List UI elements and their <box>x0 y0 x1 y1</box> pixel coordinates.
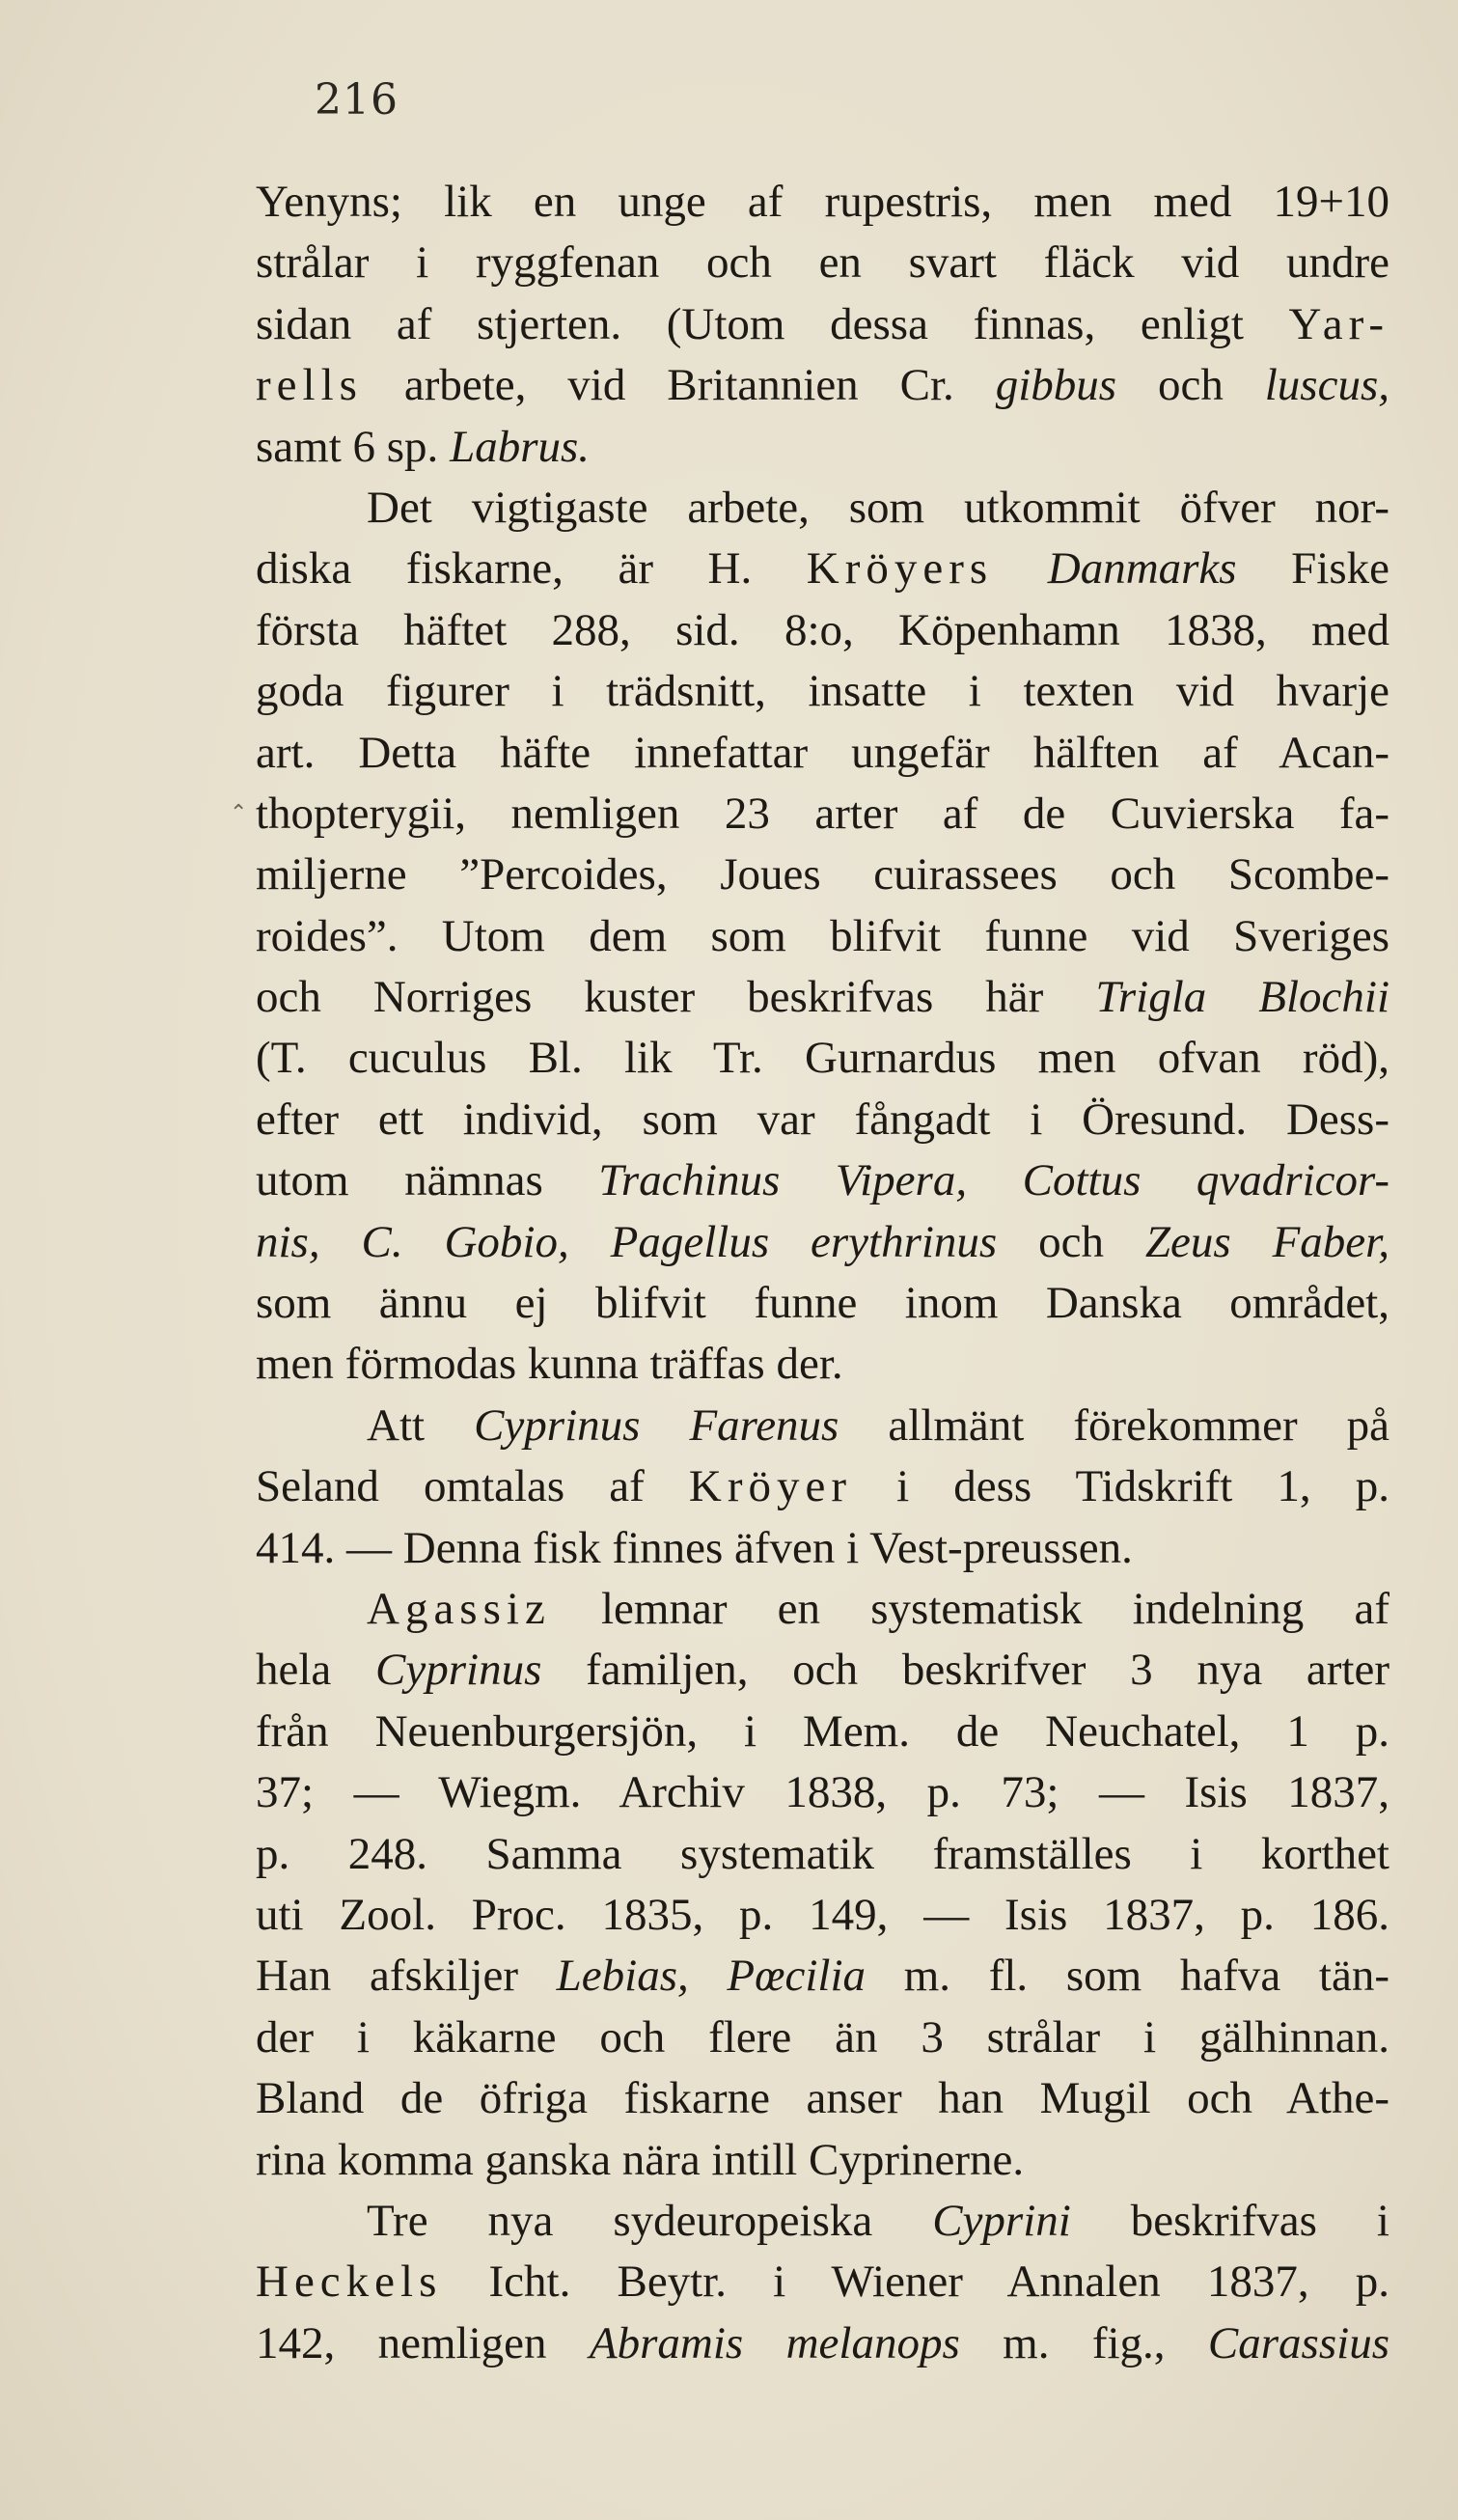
text-run: första häftet 288, sid. 8:o, Köpenhamn 1838, med <box>256 604 1389 655</box>
text-run: sidan af stjerten. (Utom dessa finnas, enligt <box>256 298 1289 349</box>
text-line <box>256 233 1389 293</box>
text-run: som ännu ej blifvit funne inom Danska området, <box>256 1278 1389 1329</box>
text-run: der i käkarne och flere än 3 strålar i gälhinnan. <box>256 2011 1389 2063</box>
text-run: (T. cuculus Bl. lik Tr. Gurnardus men ofvan röd), <box>256 1033 1389 1084</box>
text-run: utom nämnas <box>256 1155 599 1206</box>
text-run: 414. — Denna fisk finnes äfven i Vest-preussen. <box>256 1522 1133 1573</box>
text-run: Tre nya sydeuropeiska <box>367 2195 933 2246</box>
text-run: Seland omtalas af <box>256 1461 689 1512</box>
text-line <box>256 2008 1389 2068</box>
text-run: 37; — Wiegm. Archiv 1838, p. 73; — Isis 1837, <box>256 1767 1389 1818</box>
body-text <box>256 172 1389 2374</box>
text-line <box>256 661 1389 722</box>
text-run: Att <box>367 1399 475 1451</box>
text-line <box>256 723 1389 784</box>
italic-taxon: Cyprinus <box>375 1645 542 1696</box>
text-line <box>256 1762 1389 1823</box>
text-run: men förmodas kunna träffas der. <box>256 1339 843 1390</box>
text-run: Fiske <box>1236 543 1389 595</box>
italic-taxon: Danmarks <box>1047 543 1237 595</box>
text-run: thopterygii, nemligen 23 arter af de Cuvierska fa- <box>256 788 1389 839</box>
italic-taxon: gibbus <box>995 360 1117 411</box>
italic-taxon: Trachinus Vipera, Cottus qvadricor- <box>598 1155 1389 1206</box>
text-run: uti Zool. Proc. 1835, p. 149, — Isis 1837, p. 186. <box>256 1889 1389 1940</box>
margin-mark: ⌃ <box>230 801 248 825</box>
italic-taxon: Labrus. <box>450 421 591 472</box>
text-run: miljerne ”Percoides, Joues cuirassees och Scombe- <box>256 849 1389 900</box>
text-line <box>256 1090 1389 1150</box>
italic-taxon: luscus, <box>1264 360 1389 411</box>
text-line <box>256 1579 1389 1640</box>
text-run: från Neuenburgersjön, i Mem. de Neuchatel, 1 p. <box>256 1705 1389 1757</box>
text-line <box>256 1518 1389 1579</box>
text-line <box>256 478 1389 539</box>
text-run: och Norriges kuster beskrifvas här <box>256 972 1096 1023</box>
text-line <box>256 1212 1389 1273</box>
text-run: p. 248. Samma systematik framställes i korthet <box>256 1828 1389 1879</box>
text-run: samt 6 sp. <box>256 421 451 472</box>
text-line <box>256 784 1389 845</box>
text-line <box>256 2191 1389 2252</box>
text-line <box>256 1396 1389 1456</box>
text-run: roides”. Utom dem som blifvit funne vid Sveriges <box>256 910 1389 961</box>
text-run: m. fig., <box>959 2317 1208 2368</box>
text-run: goda figurer i trädsnitt, insatte i texten vid hvarje <box>256 666 1389 717</box>
text-line <box>256 1273 1389 1334</box>
text-run: hela <box>256 1645 376 1696</box>
text-line <box>256 1640 1389 1701</box>
italic-taxon: Zeus Faber, <box>1144 1216 1389 1267</box>
text-line <box>256 600 1389 661</box>
italic-taxon: Lebias, Pœcilia <box>556 1951 867 2002</box>
text-line <box>256 2130 1389 2191</box>
text-line <box>256 355 1389 416</box>
text-run: och <box>997 1216 1145 1267</box>
text-run: beskrifvas i <box>1070 2195 1389 2246</box>
text-run: Yenyns; lik en unge af rupestris, men med 19+10 <box>256 177 1389 227</box>
text-line <box>256 1334 1389 1395</box>
text-line <box>256 2068 1389 2129</box>
text-line <box>256 1702 1389 1762</box>
text-run: lemnar en systematisk indelning af <box>550 1583 1389 1634</box>
italic-taxon: Trigla Blochii <box>1095 972 1389 1023</box>
text-line <box>256 1885 1389 1946</box>
spaced-name: rells <box>256 360 363 411</box>
text-run: i dess Tidskrift 1, p. <box>852 1461 1389 1512</box>
text-line <box>256 1028 1389 1089</box>
text-run: familjen, och beskrifver 3 nya arter <box>541 1645 1389 1696</box>
text-line <box>256 1824 1389 1885</box>
text-run: m. fl. som hafva tän- <box>866 1951 1389 2002</box>
italic-taxon: nis, C. Gobio, Pagellus erythrinus <box>256 1216 998 1267</box>
text-run: och <box>1116 360 1265 411</box>
italic-taxon: Cyprini <box>932 2195 1071 2246</box>
italic-taxon: Cyprinus Farenus <box>474 1399 839 1451</box>
spaced-name: Kröyer <box>688 1461 853 1512</box>
text-line <box>256 845 1389 905</box>
text-line <box>256 417 1389 478</box>
text-line <box>256 172 1389 233</box>
text-run: arbete, vid Britannien Cr. <box>362 360 996 411</box>
text-run: Icht. Beytr. i Wiener Annalen 1837, p. <box>442 2257 1389 2308</box>
text-run: Det vigtigaste arbete, som utkommit öfver nor- <box>367 482 1389 533</box>
text-run: Han afskiljer <box>256 1951 557 2002</box>
text-run: efter ett individ, som var fångadt i Öresund. Dess- <box>256 1094 1389 1145</box>
italic-taxon: Abramis melanops <box>589 2317 960 2368</box>
text-run: diska fiskarne, är H. <box>256 543 807 595</box>
spaced-name: Yar- <box>1288 298 1389 349</box>
text-line <box>256 967 1389 1028</box>
text-run: art. Detta häfte innefattar ungefär hälften af Acan- <box>256 727 1389 778</box>
page-number: 216 <box>315 75 399 125</box>
text-line <box>256 1946 1389 2007</box>
text-line <box>256 294 1389 355</box>
text-run: Bland de öfriga fiskarne anser han Mugil och Athe- <box>256 2073 1389 2124</box>
spaced-name: Heckels <box>256 2257 443 2308</box>
text-line <box>256 2252 1389 2312</box>
text-run: strålar i ryggfenan och en svart fläck vid undre <box>256 237 1389 289</box>
spaced-name: Kröyers <box>806 543 994 595</box>
italic-taxon: Carassius <box>1207 2317 1389 2368</box>
text-run <box>993 543 1048 594</box>
spaced-name: Agassiz <box>367 1583 551 1634</box>
text-line <box>256 1456 1389 1517</box>
text-line <box>256 539 1389 599</box>
text-run: 142, nemligen <box>256 2317 590 2368</box>
text-line <box>256 1150 1389 1211</box>
text-line <box>256 906 1389 967</box>
text-line <box>256 2313 1389 2374</box>
text-run: rina komma ganska nära intill Cyprinerne. <box>256 2134 1025 2185</box>
text-run: allmänt förekommer på <box>839 1399 1389 1451</box>
